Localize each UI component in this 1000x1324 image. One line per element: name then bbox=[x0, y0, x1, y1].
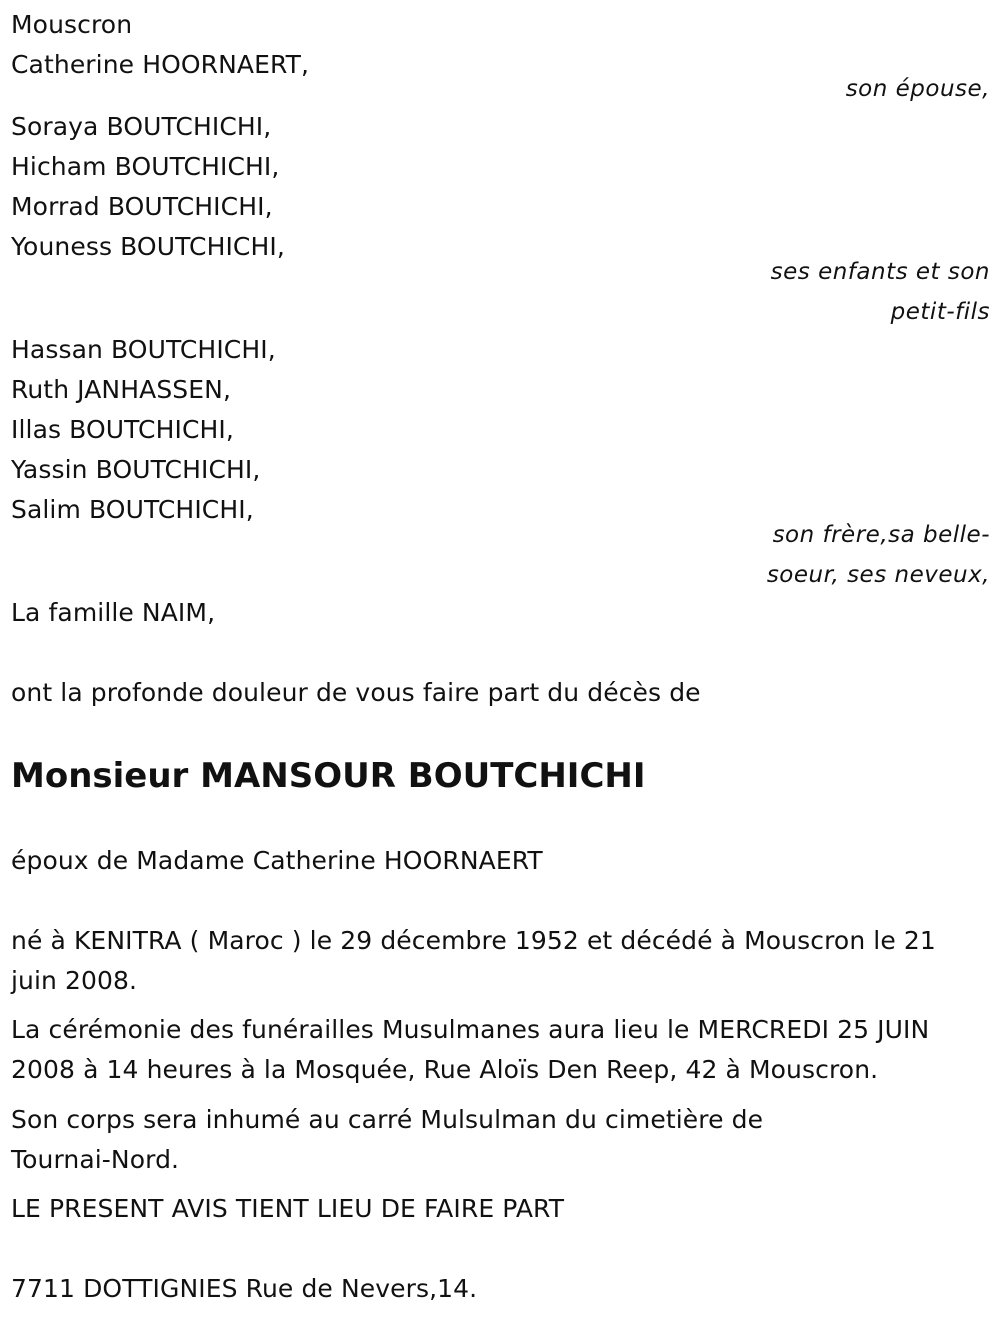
relation-line: ses enfants et son bbox=[770, 259, 990, 285]
name-line: Youness BOUTCHICHI, bbox=[11, 232, 285, 261]
relation-line: petit-fils bbox=[890, 299, 990, 325]
city-line: Mouscron bbox=[11, 10, 133, 39]
name-line: Ruth JANHASSEN, bbox=[11, 375, 232, 404]
ceremony-line: La cérémonie des funérailles Musulmanes aura lieu le MERCREDI 25 JUIN bbox=[11, 1015, 930, 1044]
deceased-name-heading: Monsieur MANSOUR BOUTCHICHI bbox=[11, 756, 646, 796]
name-line: La famille NAIM, bbox=[11, 598, 216, 627]
address-line: 7711 DOTTIGNIES Rue de Nevers,14. bbox=[11, 1274, 478, 1303]
spouse-line: époux de Madame Catherine HOORNAERT bbox=[11, 846, 543, 875]
announcement-line: ont la profonde douleur de vous faire part du décès de bbox=[11, 678, 701, 707]
name-line: Catherine HOORNAERT, bbox=[11, 50, 310, 79]
name-line: Illas BOUTCHICHI, bbox=[11, 415, 234, 444]
name-line: Salim BOUTCHICHI, bbox=[11, 495, 254, 524]
burial-line: Tournai-Nord. bbox=[11, 1145, 180, 1174]
name-line: Morrad BOUTCHICHI, bbox=[11, 192, 273, 221]
name-line: Hicham BOUTCHICHI, bbox=[11, 152, 280, 181]
birth-death-line: juin 2008. bbox=[11, 966, 138, 995]
birth-death-line: né à KENITRA ( Maroc ) le 29 décembre 1952 et décédé à Mouscron le 21 bbox=[11, 926, 936, 955]
notice-line: LE PRESENT AVIS TIENT LIEU DE FAIRE PART bbox=[11, 1194, 565, 1223]
relation-line: soeur, ses neveux, bbox=[766, 562, 990, 588]
relation-line: son épouse, bbox=[845, 76, 990, 102]
name-line: Soraya BOUTCHICHI, bbox=[11, 112, 272, 141]
name-line: Hassan BOUTCHICHI, bbox=[11, 335, 276, 364]
ceremony-line: 2008 à 14 heures à la Mosquée, Rue Aloïs Den Reep, 42 à Mouscron. bbox=[11, 1055, 879, 1084]
name-line: Yassin BOUTCHICHI, bbox=[11, 455, 261, 484]
relation-line: son frère,sa belle- bbox=[772, 522, 990, 548]
burial-line: Son corps sera inhumé au carré Mulsulman du cimetière de bbox=[11, 1105, 764, 1134]
